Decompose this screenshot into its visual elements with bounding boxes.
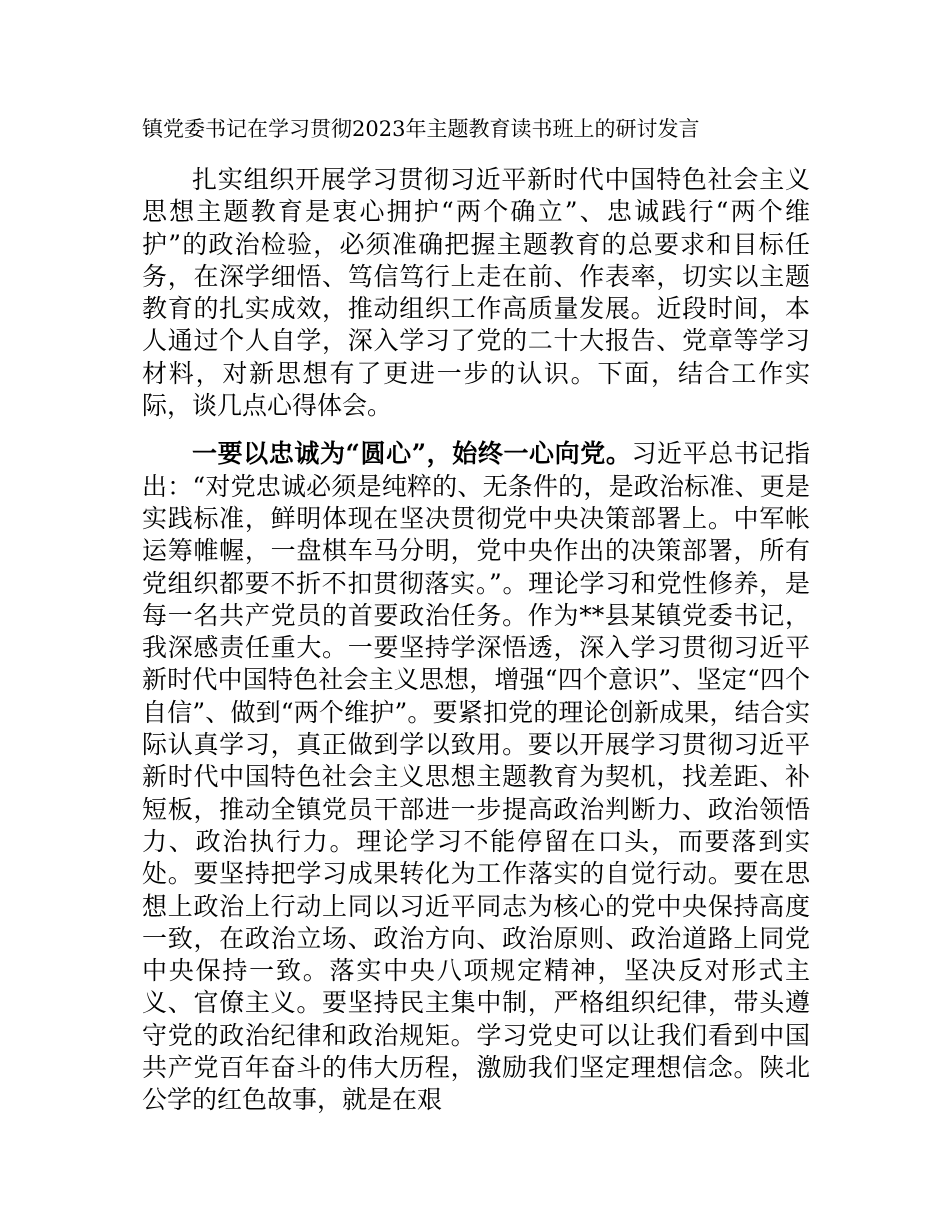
paragraph-text: 扎实组织开展学习贯彻习近平新时代中国特色社会主义思想主题教育是衷心拥护“两个确立”、忠诚践行“两个维护”的政治检验，必须准确把握主题教育的总要求和目标任务，在深学细悟、笃信笃行上走在前、作表率，切实以主题教育的扎实成效，推动组织工作高质量发展。近段时间，本人通过个人自学，深入学习了党的二十大报告、党章等学习材料，对新思想有了更进一步的认识。下面，结合工作实际，谈几点心得体会。 [142,165,810,421]
paragraph-text: 习近平总书记指出：“对党忠诚必须是纯粹的、无条件的，是政治标准、更是实践标准，鲜明体现在坚决贯彻党中央决策部署上。中军帐运筹帷幄，一盘棋车马分明，党中央作出的决策部署，所有党组织都要不折不扣贯彻落实。”。理论学习和党性修养，是每一名共产党员的首要政治任务。作为**县某镇党委书记，我深感责任重大。一要坚持学深悟透，深入学习贯彻习近平新时代中国特色社会主义思想，增强“四个意识”、坚定“四个自信”、做到“两个维护”。要紧扣党的理论创新成果，结合实际认真学习，真正做到学以致用。要以开展学习贯彻习近平新时代中国特色社会主义思想主题教育为契机，找差距、补短板，推动全镇党员干部进一步提高政治判断力、政治领悟力、政治执行力。理论学习不能停留在口头，而要落到实处。要坚持把学习成果转化为工作落实的自觉行动。要在思想上政治上行动上同以习近平同志为核心的党中央保持高度一致，在政治立场、政治方向、政治原则、政治道路上同党中央保持一致。落实中央八项规定精神，坚决反对形式主义、官僚主义。要坚持民主集中制，严格组织纪律，带头遵守党的政治纪律和政治规矩。学习党史可以让我们看到中国共产党百年奋斗的伟大历程，激励我们坚定理想信念。陕北公学的红色故事，就是在艰 [142,439,810,1115]
document-body [142,112,810,1117]
document-title: 镇党委书记在学习贯彻2023年主题教育读书班上的研讨发言 [142,117,700,141]
paragraph-lead: 一要以忠诚为“圆心”，始终一心向党。 [192,439,632,469]
paragraph-intro [142,164,810,422]
paragraph-point-one [142,438,810,1116]
